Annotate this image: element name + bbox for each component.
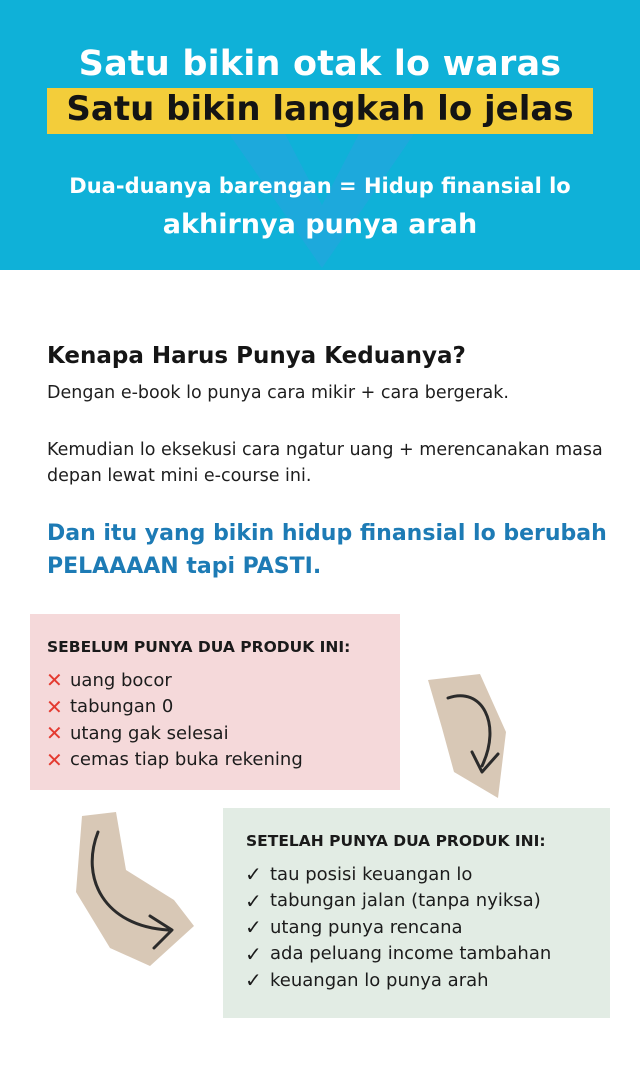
list-item <box>46 747 303 774</box>
list-item <box>245 967 551 994</box>
section-paragraph-1: Dengan e-book lo punya cara mikir + cara bergerak. <box>47 383 509 403</box>
list-item-label: keuangan lo punya arah <box>270 969 489 991</box>
checkmark-icon: ✓ <box>245 862 262 887</box>
checkmark-icon: ✓ <box>245 915 262 940</box>
x-mark-icon: ✕ <box>46 694 63 719</box>
checkmark-icon: ✓ <box>245 941 262 966</box>
list-item <box>245 888 551 915</box>
hero-headline-2: Satu bikin langkah lo jelas <box>66 89 574 129</box>
section-paragraph-2: Kemudian lo eksekusi cara ngatur uang + merencanakan masa depan lewat mini e-course ini. <box>47 440 603 486</box>
curved-arrow-right-icon <box>64 808 196 968</box>
checkmark-icon: ✓ <box>245 888 262 913</box>
x-mark-icon: ✕ <box>46 668 63 693</box>
list-item <box>245 914 551 941</box>
list-item-label: ada peluang income tambahan <box>270 943 552 965</box>
hero-banner <box>0 0 640 270</box>
section-heading: Kenapa Harus Punya Keduanya? <box>47 343 466 369</box>
list-item <box>245 861 551 888</box>
before-list <box>46 667 303 773</box>
list-item-label: utang punya rencana <box>270 916 463 938</box>
before-box-title: SEBELUM PUNYA DUA PRODUK INI: <box>47 638 351 656</box>
x-mark-icon: ✕ <box>46 747 63 772</box>
x-mark-icon: ✕ <box>46 721 63 746</box>
after-box <box>223 808 610 1018</box>
before-box <box>30 614 400 790</box>
list-item <box>46 694 303 721</box>
list-item <box>46 720 303 747</box>
hero-subheadline-2: akhirnya punya arah <box>162 209 478 240</box>
list-item-label: cemas tiap buka rekening <box>70 749 303 771</box>
checkmark-icon: ✓ <box>245 968 262 993</box>
after-list <box>245 861 551 994</box>
list-item-label: uang bocor <box>70 669 172 691</box>
list-item-label: tabungan jalan (tanpa nyiksa) <box>270 890 541 912</box>
hero-subheadline-1: Dua-duanya barengan = Hidup finansial lo <box>69 174 571 198</box>
list-item-label: tabungan 0 <box>70 696 174 718</box>
list-item-label: tau posisi keuangan lo <box>270 863 473 885</box>
list-item <box>245 941 551 968</box>
after-box-title: SETELAH PUNYA DUA PRODUK INI: <box>246 832 546 850</box>
section-emphasis: Dan itu yang bikin hidup finansial lo berubah PELAAAAN tapi PASTI. <box>47 521 607 579</box>
curved-arrow-down-icon <box>420 672 508 800</box>
list-item <box>46 667 303 694</box>
list-item-label: utang gak selesai <box>70 722 229 744</box>
hero-headline-1: Satu bikin otak lo waras <box>78 44 562 84</box>
